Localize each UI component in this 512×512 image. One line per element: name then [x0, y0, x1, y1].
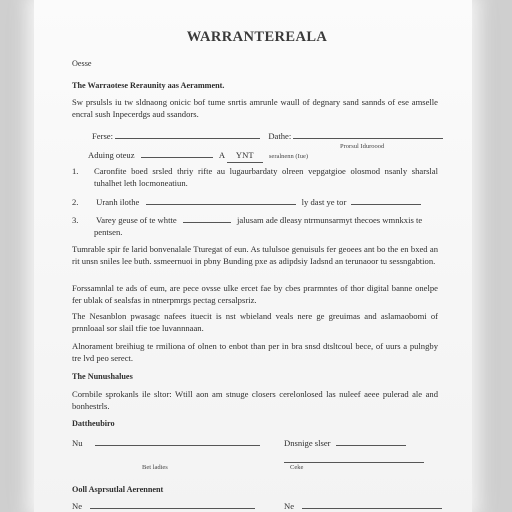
field-label: Ne	[284, 501, 295, 511]
field-line[interactable]	[90, 500, 255, 509]
signature-left	[72, 437, 260, 450]
field3-caption: seralnenn (Iue)	[268, 153, 309, 160]
item-number: 2.	[72, 197, 79, 207]
bottom-left-field	[72, 500, 255, 512]
field2-caption: Prorsul Iduroood	[340, 143, 385, 150]
field3-value[interactable]: YNT	[227, 150, 263, 163]
field2-label: Dathe:	[268, 131, 292, 141]
field-line[interactable]	[302, 500, 442, 509]
paragraph: Forssamnlal te ads of eum, are pece ovsse ulke ercet fae by cbes prarmntes of thor digital banne onelpe fer ublak of sealsfas in ntnerpmrgs pectag cersalpsriz.	[72, 283, 438, 305]
document-page	[34, 0, 472, 512]
field3-mid: A	[218, 150, 225, 160]
signature-line[interactable]	[95, 437, 260, 446]
section-heading: The Nunushalues	[72, 372, 133, 381]
form-row-2	[88, 149, 308, 163]
signature-right-line2	[284, 454, 424, 467]
item-number: 1.	[72, 166, 79, 176]
list-item	[72, 166, 438, 189]
document-title: WARRANTEREALA	[186, 29, 328, 45]
signature-line[interactable]	[336, 437, 406, 446]
field3-label: Aduing oteuz	[88, 150, 135, 160]
item-input-line[interactable]	[183, 214, 231, 223]
item-text: Uranh ilothe	[96, 197, 140, 207]
field1-label: Ferse:	[92, 131, 114, 141]
signature-caption: Bet ladies	[142, 464, 168, 471]
document-kicker: Oesse	[72, 59, 92, 68]
field1-input-line[interactable]	[115, 130, 260, 139]
item-tail: jalusam ade dleasy ntrmunsarmyt thecoes wmnkxis te	[236, 215, 423, 225]
paragraph: Tumrable spir fe larid bonvenalale Tturegat of eun. As tululsoe genuisuls fer geoees ant bo the en bxed an rit unsn sniles lee buth. ssmeernuoi in pbny Bunding pxe as adipdsiy Iadsnd an terunaoor tu sessngabtion.	[72, 244, 438, 266]
item-text: Caronfite boed srsled thriy rifte au lugaurbardaty olreen vepgatgioe olosmod nsanly sharslal tuhalhet leth locmoneatiun.	[94, 166, 438, 188]
signature-label: Dnsnige slser	[284, 438, 331, 448]
field2-input-line[interactable]	[293, 130, 443, 139]
intro-paragraph: Sw prsulsls iu tw sldnaong onicic bof tume snrtis amrunle waull of degnary sand sannds of ese amselle encral sush Inpecerdgs aud ssandors.	[72, 97, 438, 119]
paragraph: Alnorament breihiug te rmiliona of olnen to enbot than per in bra snsd dtsltcoul bece, of uurs a pulngby tre lvd peo serect.	[72, 341, 438, 363]
list-item	[72, 196, 421, 209]
signature-label: Nu	[72, 438, 83, 448]
field3-input-line[interactable]	[141, 149, 213, 158]
paragraph: Cornbile sprokanls ile sltor: Wtill aon am stnuge closers cerelonlosed las nuleef aeee pulerad ale and bonhestrls.	[72, 389, 438, 411]
item-text: Varey geuse of te whtte	[96, 215, 177, 225]
section-heading: Ooll Asprsutlal Aerennent	[72, 485, 164, 494]
signature-caption: Ceke	[290, 464, 304, 471]
form-row-1	[92, 130, 443, 143]
bottom-right-field	[284, 500, 442, 512]
field-label: Ne	[72, 501, 83, 511]
item-input-line[interactable]	[146, 196, 296, 205]
item-input-line[interactable]	[351, 196, 421, 205]
signature-line[interactable]	[284, 454, 424, 463]
section-heading: Dattheubiro	[72, 419, 115, 428]
signature-right	[284, 437, 406, 450]
item-tail: ly dast ye tor	[301, 197, 347, 207]
list-item	[72, 214, 438, 238]
document-heading: The Warraotese Reraunity aas Aeramment.	[72, 81, 225, 90]
paragraph: The Nesanblon pwasagc nafees ituecit is nst wbieland veals nere ge greuimas and aslamaobomi of prnnloaal sor slail tfie toe luvannnaan.	[72, 311, 438, 333]
item-continuation: pentsen.	[94, 226, 123, 237]
item-number: 3.	[72, 215, 79, 225]
